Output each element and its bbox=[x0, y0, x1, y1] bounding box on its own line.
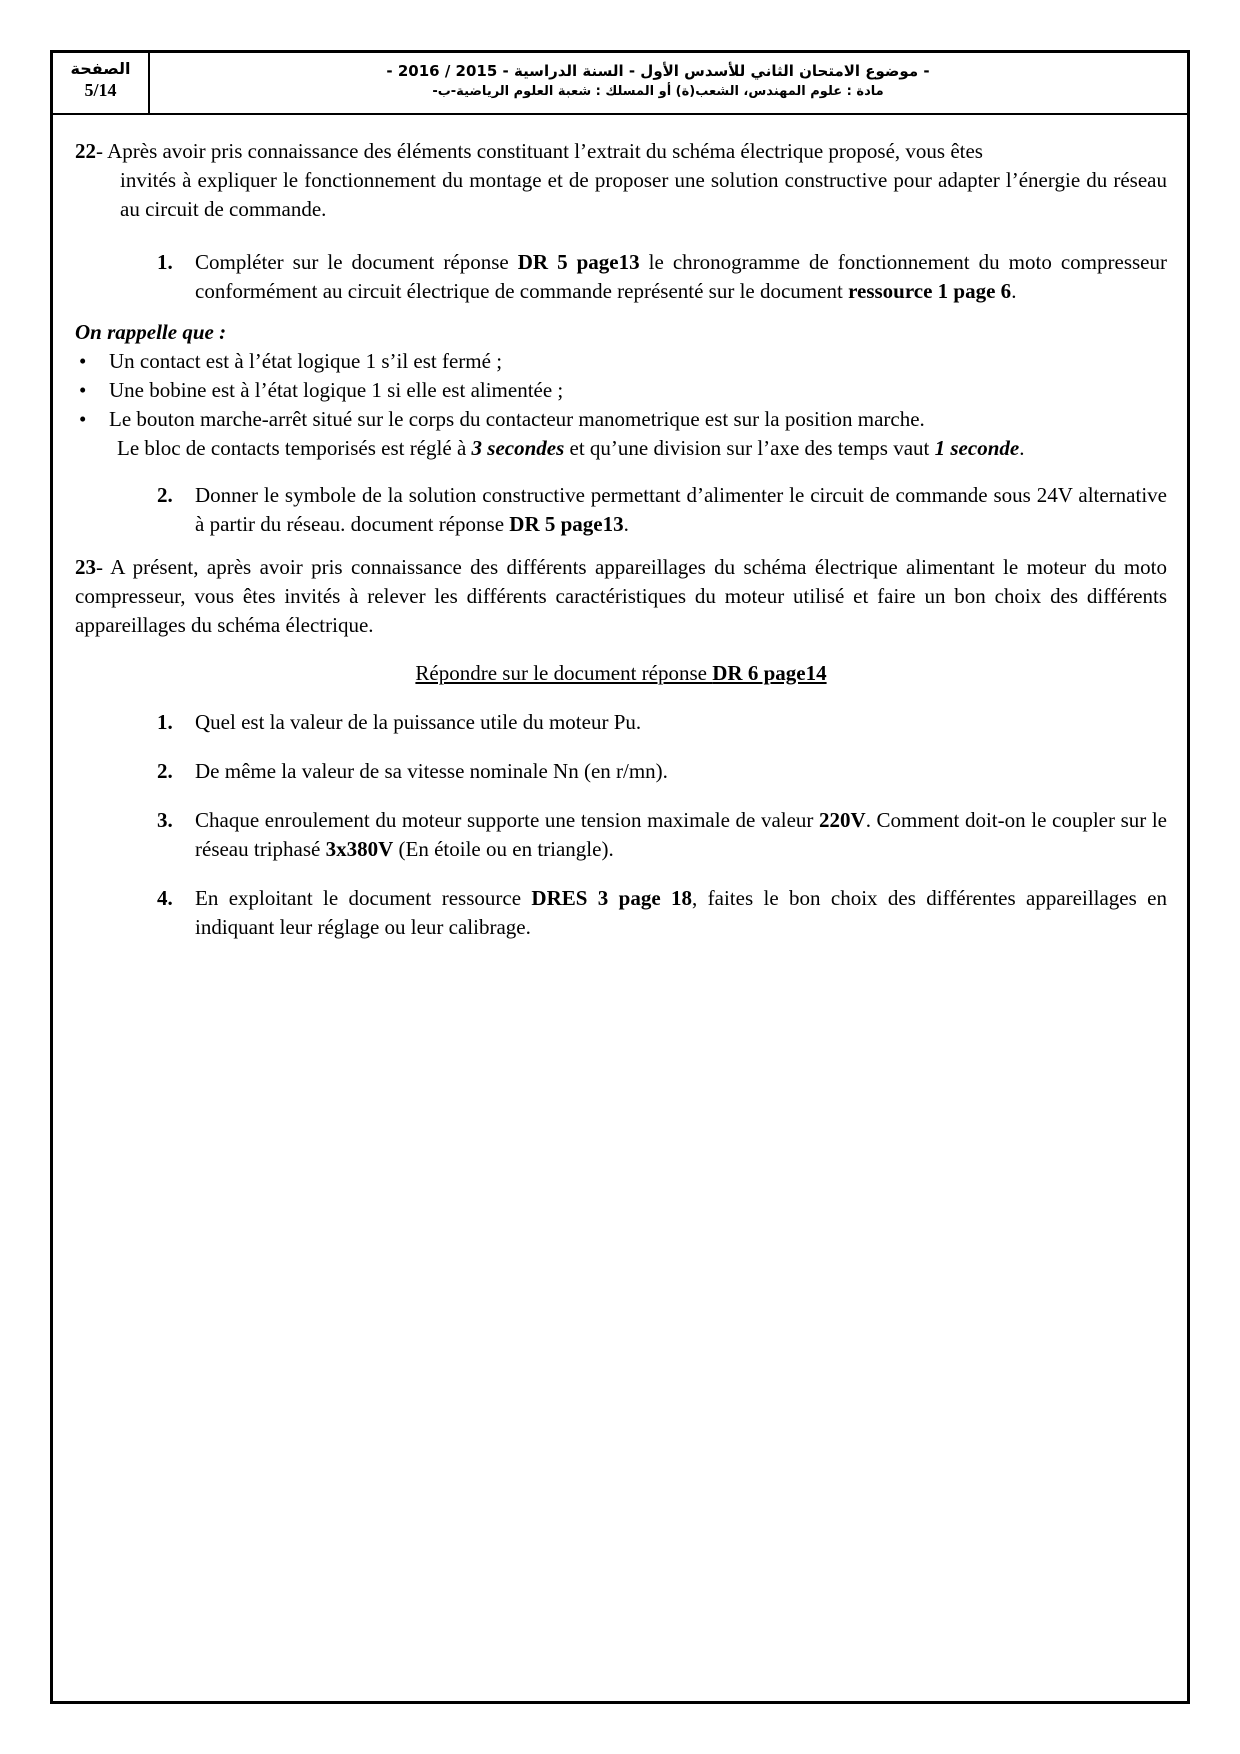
q22-item-1-ref: DR 5 page13 bbox=[517, 250, 640, 274]
q23-item-1-text: Quel est la valeur de la puissance utile du moteur Pu. bbox=[195, 710, 642, 734]
page-label: الصفحة bbox=[70, 59, 131, 78]
q23-item-3-text-2: . Comment doit-on le coupler sur le réseau triphasé bbox=[195, 808, 1167, 861]
q22-item-2-ref: DR 5 page13 bbox=[509, 512, 624, 536]
reminder-bullet bbox=[75, 347, 1167, 376]
page-header bbox=[53, 53, 1187, 115]
q22-item-2-text: Donner le symbole de la solution constructive permettant d’alimenter le circuit de commande sous 24V alternative à partir du réseau. document réponse bbox=[195, 483, 1167, 536]
reminder-bullet bbox=[75, 405, 1167, 434]
q23-item-1-num: 1. bbox=[157, 710, 173, 734]
timer-note-end: . bbox=[1019, 436, 1025, 460]
q22-item-1-num: 1. bbox=[157, 250, 173, 274]
reminder-bullet bbox=[75, 376, 1167, 405]
q22-item-1 bbox=[75, 248, 1167, 306]
question-22-text-rest: invités à expliquer le fonctionnement du montage et de proposer une solution constructive pour adapter l’énergie du réseau au circuit de commande. bbox=[120, 168, 1167, 221]
timer-note bbox=[75, 434, 1167, 463]
question-23-text: - A présent, après avoir pris connaissance des différents appareillages du schéma électrique alimentant le moteur du moto compresseur, vous êtes invités à relever les différents caractéristiques du moteur utilisé et faire un bon choix des différents appareillages du schéma électrique. bbox=[75, 555, 1167, 637]
q23-item-4-text-2: , faites le bon choix des différentes appareillages en indiquant leur réglage ou leur calibrage. bbox=[195, 886, 1167, 939]
q23-item-4 bbox=[75, 884, 1167, 942]
exam-subject: مادة : علوم المهندس، الشعب(ة) أو المسلك : شعبة العلوم الرياضية-ب- bbox=[432, 84, 884, 99]
network-value: 3x380V bbox=[325, 837, 394, 861]
q23-item-4-text: En exploitant le document ressource bbox=[195, 886, 532, 910]
bullet-icon: • bbox=[79, 378, 87, 402]
q22-item-1-text: Compléter sur le document réponse bbox=[195, 250, 518, 274]
q23-item-3 bbox=[75, 806, 1167, 864]
answer-instruction bbox=[75, 659, 1167, 688]
exam-header-text bbox=[153, 53, 1183, 113]
timer-value: 3 secondes bbox=[471, 436, 565, 460]
q23-item-4-ref: DRES 3 page 18 bbox=[531, 886, 693, 910]
timer-note-text-2: et qu’une division sur l’axe des temps vaut bbox=[564, 436, 935, 460]
question-22-number: 22 bbox=[75, 139, 96, 163]
answer-document-ref: DR 6 page14 bbox=[712, 661, 827, 685]
q22-item-2-end: . bbox=[623, 512, 629, 536]
q23-item-3-text-3: (En étoile ou en triangle). bbox=[393, 837, 614, 861]
bullet-icon: • bbox=[79, 349, 87, 373]
question-23 bbox=[75, 553, 1167, 640]
question-23-number: 23 bbox=[75, 555, 96, 579]
reminder-bullet-text: Un contact est à l’état logique 1 s’il est fermé ; bbox=[109, 349, 503, 373]
q23-item-4-num: 4. bbox=[157, 886, 173, 910]
q22-item-1-text-2: le chronogramme de fonctionnement du moto compresseur conformément au circuit électrique de commande représenté sur le document bbox=[195, 250, 1167, 303]
reminder-bullet-text: Le bouton marche-arrêt situé sur le corps du contacteur manometrique est sur la position marche. bbox=[109, 407, 925, 431]
bullet-icon: • bbox=[79, 407, 87, 431]
page-frame bbox=[50, 50, 1190, 1704]
voltage-value: 220V bbox=[819, 808, 866, 832]
q22-item-2 bbox=[75, 481, 1167, 539]
question-22-text-first: - Après avoir pris connaissance des éléments constituant l’extrait du schéma électrique proposé, vous êtes bbox=[96, 139, 983, 163]
q22-item-2-num: 2. bbox=[157, 483, 173, 507]
q23-item-2-text: De même la valeur de sa vitesse nominale Nn (en r/mn). bbox=[195, 759, 668, 783]
q23-item-1 bbox=[75, 708, 1167, 737]
question-22 bbox=[75, 137, 1167, 224]
exam-title: - موضوع الامتحان الثاني للأسدس الأول - السنة الدراسية - 2015 / 2016 - bbox=[386, 62, 930, 80]
reminder-title: On rappelle que : bbox=[75, 320, 227, 344]
q23-item-3-text: Chaque enroulement du moteur supporte une tension maximale de valeur bbox=[195, 808, 820, 832]
q23-item-3-num: 3. bbox=[157, 808, 173, 832]
page-content bbox=[75, 137, 1167, 942]
time-division: 1 seconde bbox=[934, 436, 1020, 460]
answer-instruction-text: Répondre sur le document réponse bbox=[415, 661, 713, 685]
q23-item-2-num: 2. bbox=[157, 759, 173, 783]
reminder-bullet-text: Une bobine est à l’état logique 1 si elle est alimentée ; bbox=[109, 378, 564, 402]
page-number-box bbox=[53, 53, 150, 113]
timer-note-text: Le bloc de contacts temporisés est réglé à bbox=[117, 436, 472, 460]
page-number: 5/14 bbox=[84, 80, 117, 100]
q22-item-1-text-3: . bbox=[1011, 279, 1017, 303]
q23-item-2 bbox=[75, 757, 1167, 786]
q22-item-1-ref-2: ressource 1 page 6 bbox=[848, 279, 1012, 303]
